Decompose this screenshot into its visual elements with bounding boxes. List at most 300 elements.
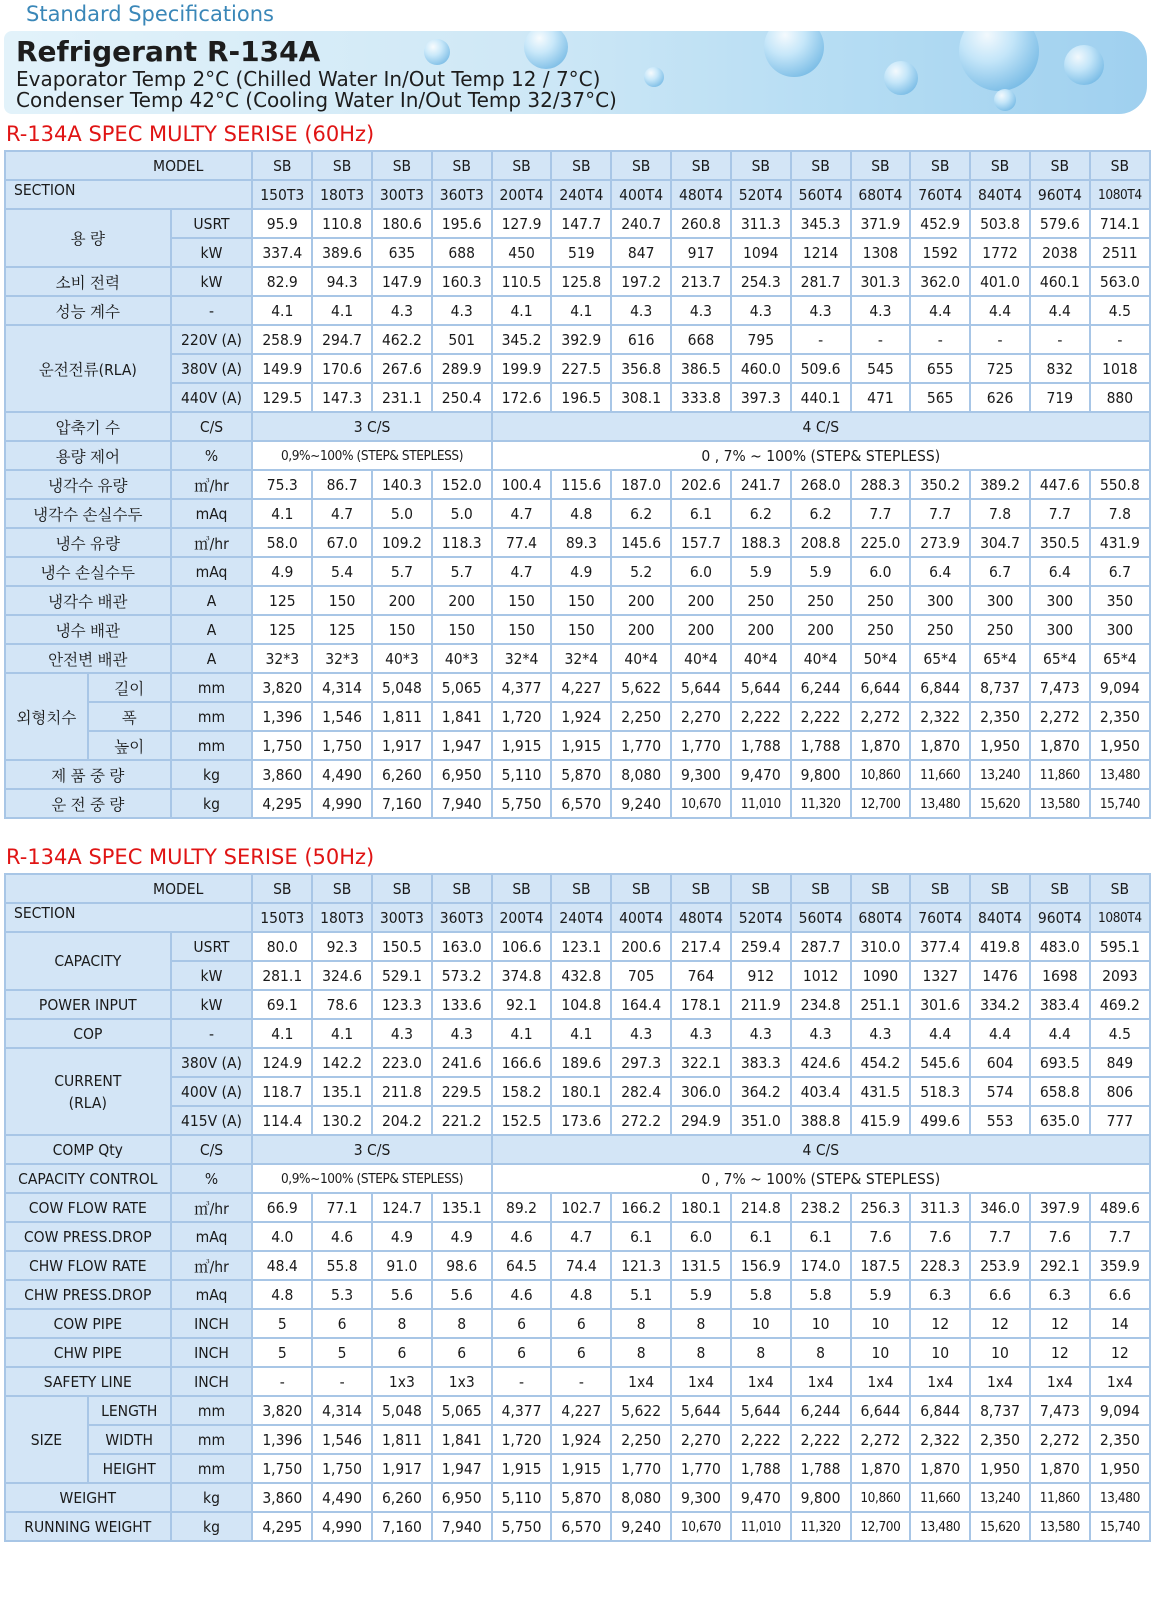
- unit-cell: A: [171, 644, 253, 673]
- model-cell: 1080T4: [1090, 180, 1150, 209]
- value-cell: 200: [611, 586, 671, 615]
- value-cell: 6: [312, 1309, 372, 1338]
- water-drop-icon: [644, 67, 664, 87]
- value-cell: 1,720: [492, 1425, 552, 1454]
- value-cell: 397.3: [731, 383, 791, 412]
- value-cell: 1,870: [851, 1454, 911, 1483]
- value-cell: 4.3: [671, 1019, 731, 1048]
- section-label: SECTION: [5, 903, 252, 932]
- size-sub-label: HEIGHT: [88, 1454, 171, 1483]
- water-drop-icon: [424, 39, 450, 65]
- value-cell: 13,580: [1030, 789, 1090, 818]
- value-cell: 231.1: [372, 383, 432, 412]
- value-cell: 5,622: [611, 1396, 671, 1425]
- value-cell: 92.1: [492, 990, 552, 1019]
- value-cell: 3,860: [252, 1483, 312, 1512]
- value-cell: 350.2: [910, 470, 970, 499]
- value-cell: 6: [551, 1338, 611, 1367]
- value-cell: 2,350: [970, 1425, 1030, 1454]
- value-cell: 658.8: [1030, 1077, 1090, 1106]
- value-cell: 374.8: [492, 961, 552, 990]
- value-cell: 483.0: [1030, 932, 1090, 961]
- unit-cell: mm: [171, 731, 253, 760]
- unit-cell: USRT: [171, 932, 253, 961]
- value-cell: 7,473: [1030, 1396, 1090, 1425]
- merged-value-cell: 3 C/S: [252, 1135, 491, 1164]
- value-cell: 635.0: [1030, 1106, 1090, 1135]
- comp-qty-label: 압축기 수: [5, 412, 171, 441]
- value-cell: 7.7: [970, 1222, 1030, 1251]
- comp-row: [5, 1135, 1150, 1164]
- model-cell: 560T4: [791, 180, 851, 209]
- value-cell: 5.6: [372, 1280, 432, 1309]
- value-cell: 431.5: [851, 1077, 911, 1106]
- value-cell: 6: [492, 1309, 552, 1338]
- value-cell: 5.0: [432, 499, 492, 528]
- unit-cell: 380V (A): [171, 354, 253, 383]
- value-cell: 4.1: [252, 296, 312, 325]
- value-cell: 1214: [791, 238, 851, 267]
- size-row: [5, 1425, 1150, 1454]
- value-cell: 166.2: [611, 1193, 671, 1222]
- unit-cell: mm: [171, 1425, 253, 1454]
- value-cell: 8: [372, 1309, 432, 1338]
- model-cell: 150T3: [252, 180, 312, 209]
- spec-row: [5, 1309, 1150, 1338]
- value-cell: 4.7: [312, 499, 372, 528]
- value-cell: 1x4: [731, 1367, 791, 1396]
- size-label: 외형치수: [5, 673, 88, 760]
- merged-value-cell: 0 , 7% ~ 100% (STEP& STEPLESS): [492, 441, 1150, 470]
- value-cell: 118.7: [252, 1077, 312, 1106]
- value-cell: 7,160: [372, 789, 432, 818]
- unit-cell: ㎥/hr: [171, 528, 253, 557]
- value-cell: 4.4: [970, 1019, 1030, 1048]
- value-cell: 1327: [910, 961, 970, 990]
- value-cell: 65*4: [1090, 644, 1150, 673]
- value-cell: 6.1: [671, 499, 731, 528]
- value-cell: 258.9: [252, 325, 312, 354]
- value-cell: 311.3: [910, 1193, 970, 1222]
- value-cell: 1090: [851, 961, 911, 990]
- value-cell: 15,620: [970, 1512, 1030, 1541]
- model-cell: 180T3: [312, 180, 372, 209]
- value-cell: 40*4: [731, 644, 791, 673]
- model-cell: 480T4: [671, 903, 731, 932]
- value-cell: 5,644: [731, 673, 791, 702]
- model-cell: 840T4: [970, 180, 1030, 209]
- value-cell: 1018: [1090, 354, 1150, 383]
- spec-row: [5, 470, 1150, 499]
- value-cell: 1698: [1030, 961, 1090, 990]
- value-cell: -: [492, 1367, 552, 1396]
- value-cell: 1,750: [252, 731, 312, 760]
- spec-table-60hz: [4, 150, 1151, 819]
- value-cell: 4.8: [551, 1280, 611, 1309]
- value-cell: 764: [671, 961, 731, 990]
- value-cell: 2,272: [1030, 1425, 1090, 1454]
- value-cell: 10,860: [851, 760, 911, 789]
- value-cell: 9,094: [1090, 1396, 1150, 1425]
- value-cell: 241.6: [432, 1048, 492, 1077]
- value-cell: 377.4: [910, 932, 970, 961]
- value-cell: 9,800: [791, 1483, 851, 1512]
- row-label: 냉각수 배관: [5, 586, 171, 615]
- value-cell: 2,272: [1030, 702, 1090, 731]
- value-cell: 324.6: [312, 961, 372, 990]
- value-cell: 152.0: [432, 470, 492, 499]
- model-cell: 560T4: [791, 903, 851, 932]
- water-drop-icon: [959, 31, 1039, 91]
- value-cell: 2511: [1090, 238, 1150, 267]
- value-cell: 5,644: [731, 1396, 791, 1425]
- model-cell: 520T4: [731, 903, 791, 932]
- value-cell: 4.3: [851, 296, 911, 325]
- value-cell: 300: [910, 586, 970, 615]
- value-cell: 565: [910, 383, 970, 412]
- series-cell: SB: [252, 874, 312, 903]
- value-cell: 4.3: [791, 1019, 851, 1048]
- value-cell: 10: [851, 1338, 911, 1367]
- value-cell: 4.7: [492, 499, 552, 528]
- series-cell: SB: [551, 151, 611, 180]
- value-cell: 806: [1090, 1077, 1150, 1106]
- value-cell: 553: [970, 1106, 1030, 1135]
- value-cell: 294.7: [312, 325, 372, 354]
- value-cell: 6.1: [611, 1222, 671, 1251]
- unit-cell: %: [171, 1164, 253, 1193]
- value-cell: 6.6: [970, 1280, 1030, 1309]
- value-cell: 5.8: [791, 1280, 851, 1309]
- unit-cell: INCH: [171, 1309, 253, 1338]
- value-cell: 310.0: [851, 932, 911, 961]
- value-cell: 300: [970, 586, 1030, 615]
- value-cell: 147.3: [312, 383, 372, 412]
- value-cell: 6.3: [1030, 1280, 1090, 1309]
- value-cell: 170.6: [312, 354, 372, 383]
- value-cell: 386.5: [671, 354, 731, 383]
- value-cell: 6,950: [432, 760, 492, 789]
- value-cell: 7.8: [970, 499, 1030, 528]
- value-cell: 163.0: [432, 932, 492, 961]
- row-label: 안전변 배관: [5, 644, 171, 673]
- model-cell: 300T3: [372, 180, 432, 209]
- weight-label: WEIGHT: [5, 1483, 171, 1512]
- value-cell: 350.5: [1030, 528, 1090, 557]
- row-label: CHW PIPE: [5, 1338, 171, 1367]
- value-cell: 337.4: [252, 238, 312, 267]
- capacity-row: [5, 961, 1150, 990]
- unit-cell: C/S: [171, 1135, 253, 1164]
- value-cell: 282.4: [611, 1077, 671, 1106]
- value-cell: 4.3: [372, 296, 432, 325]
- value-cell: 202.6: [671, 470, 731, 499]
- value-cell: 392.9: [551, 325, 611, 354]
- value-cell: 4.5: [1090, 1019, 1150, 1048]
- spec-row: [5, 499, 1150, 528]
- value-cell: 2093: [1090, 961, 1150, 990]
- value-cell: 74.4: [551, 1251, 611, 1280]
- value-cell: 1,811: [372, 1425, 432, 1454]
- value-cell: 1x4: [970, 1367, 1030, 1396]
- value-cell: 471: [851, 383, 911, 412]
- size-sub-label: 폭: [88, 702, 171, 731]
- value-cell: 142.2: [312, 1048, 372, 1077]
- series-cell: SB: [731, 874, 791, 903]
- value-cell: 8,737: [970, 1396, 1030, 1425]
- value-cell: -: [791, 325, 851, 354]
- value-cell: 1,788: [791, 731, 851, 760]
- value-cell: 2,322: [910, 702, 970, 731]
- value-cell: 1x4: [910, 1367, 970, 1396]
- value-cell: 10,860: [851, 1483, 911, 1512]
- value-cell: 6,260: [372, 760, 432, 789]
- value-cell: 4.4: [1030, 296, 1090, 325]
- value-cell: 187.5: [851, 1251, 911, 1280]
- value-cell: 10,670: [671, 789, 731, 818]
- value-cell: 5,750: [492, 789, 552, 818]
- value-cell: 2,322: [910, 1425, 970, 1454]
- value-cell: 1,750: [312, 731, 372, 760]
- value-cell: 4.1: [551, 1019, 611, 1048]
- value-cell: 11,320: [791, 1512, 851, 1541]
- value-cell: 6,644: [851, 1396, 911, 1425]
- value-cell: 849: [1090, 1048, 1150, 1077]
- value-cell: 189.6: [551, 1048, 611, 1077]
- series-cell: SB: [671, 151, 731, 180]
- value-cell: 157.7: [671, 528, 731, 557]
- value-cell: 1,841: [432, 702, 492, 731]
- value-cell: 5: [252, 1309, 312, 1338]
- value-cell: 8: [611, 1338, 671, 1367]
- value-cell: 109.2: [372, 528, 432, 557]
- value-cell: 635: [372, 238, 432, 267]
- value-cell: 180.6: [372, 209, 432, 238]
- value-cell: 11,860: [1030, 760, 1090, 789]
- value-cell: 573.2: [432, 961, 492, 990]
- unit-cell: kg: [171, 789, 253, 818]
- value-cell: 297.3: [611, 1048, 671, 1077]
- value-cell: 1,546: [312, 1425, 372, 1454]
- value-cell: 6.2: [611, 499, 671, 528]
- value-cell: 92.3: [312, 932, 372, 961]
- value-cell: 1,917: [372, 1454, 432, 1483]
- value-cell: 9,300: [671, 1483, 731, 1512]
- value-cell: 150.5: [372, 932, 432, 961]
- value-cell: -: [1030, 325, 1090, 354]
- value-cell: 2,222: [731, 702, 791, 731]
- value-cell: 5,110: [492, 1483, 552, 1512]
- current-row: [5, 383, 1150, 412]
- unit-cell: kW: [171, 990, 253, 1019]
- value-cell: 4.7: [492, 557, 552, 586]
- value-cell: 1,870: [1030, 1454, 1090, 1483]
- value-cell: 13,240: [970, 760, 1030, 789]
- value-cell: 4.3: [611, 296, 671, 325]
- refrigerant-banner: [4, 31, 1147, 114]
- value-cell: 4.9: [252, 557, 312, 586]
- value-cell: 389.2: [970, 470, 1030, 499]
- series-cell: SB: [432, 151, 492, 180]
- value-cell: 160.3: [432, 267, 492, 296]
- value-cell: 11,860: [1030, 1483, 1090, 1512]
- value-cell: 719: [1030, 383, 1090, 412]
- value-cell: 254.3: [731, 267, 791, 296]
- series-cell: SB: [432, 874, 492, 903]
- series-cell: SB: [910, 874, 970, 903]
- value-cell: 6.7: [970, 557, 1030, 586]
- value-cell: 362.0: [910, 267, 970, 296]
- value-cell: 4.3: [372, 1019, 432, 1048]
- value-cell: 1x4: [1030, 1367, 1090, 1396]
- value-cell: 301.3: [851, 267, 911, 296]
- model-cell: 400T4: [611, 180, 671, 209]
- value-cell: 211.8: [372, 1077, 432, 1106]
- unit-cell: mAq: [171, 499, 253, 528]
- value-cell: 2,250: [611, 1425, 671, 1454]
- value-cell: 6,950: [432, 1483, 492, 1512]
- value-cell: 1094: [731, 238, 791, 267]
- value-cell: 419.8: [970, 932, 1030, 961]
- value-cell: 1,915: [551, 731, 611, 760]
- value-cell: 65*4: [970, 644, 1030, 673]
- value-cell: 125: [312, 615, 372, 644]
- value-cell: 1,950: [1090, 731, 1150, 760]
- value-cell: 6.2: [731, 499, 791, 528]
- value-cell: 6.7: [1090, 557, 1150, 586]
- value-cell: 40*4: [671, 644, 731, 673]
- value-cell: 1,750: [252, 1454, 312, 1483]
- size-row: [5, 1396, 1150, 1425]
- value-cell: 13,480: [910, 789, 970, 818]
- size-label: SIZE: [5, 1396, 88, 1483]
- value-cell: 6.0: [671, 1222, 731, 1251]
- value-cell: 5,048: [372, 1396, 432, 1425]
- value-cell: 397.9: [1030, 1193, 1090, 1222]
- value-cell: 200: [671, 615, 731, 644]
- value-cell: 129.5: [252, 383, 312, 412]
- weight-row: [5, 760, 1150, 789]
- value-cell: 147.7: [551, 209, 611, 238]
- value-cell: 241.7: [731, 470, 791, 499]
- value-cell: 281.7: [791, 267, 851, 296]
- model-cell: 680T4: [851, 903, 911, 932]
- unit-cell: 380V (A): [171, 1048, 253, 1077]
- value-cell: 250: [791, 586, 851, 615]
- value-cell: 8: [731, 1338, 791, 1367]
- value-cell: 440.1: [791, 383, 851, 412]
- value-cell: 1,788: [731, 731, 791, 760]
- value-cell: 4,490: [312, 1483, 372, 1512]
- value-cell: 705: [611, 961, 671, 990]
- value-cell: 11,010: [731, 1512, 791, 1541]
- value-cell: 125.8: [551, 267, 611, 296]
- series-cell: SB: [312, 151, 372, 180]
- value-cell: 4,295: [252, 789, 312, 818]
- value-cell: 5.9: [851, 1280, 911, 1309]
- value-cell: -: [851, 325, 911, 354]
- value-cell: 287.7: [791, 932, 851, 961]
- unit-cell: INCH: [171, 1367, 253, 1396]
- value-cell: 383.4: [1030, 990, 1090, 1019]
- value-cell: 1x4: [1090, 1367, 1150, 1396]
- unit-cell: ㎥/hr: [171, 1251, 253, 1280]
- value-cell: 1,915: [551, 1454, 611, 1483]
- value-cell: 125: [252, 615, 312, 644]
- value-cell: 1,950: [970, 731, 1030, 760]
- unit-cell: kg: [171, 760, 253, 789]
- capacity-label: 용 량: [5, 209, 171, 267]
- series-cell: SB: [791, 874, 851, 903]
- value-cell: 1,750: [312, 1454, 372, 1483]
- unit-cell: 415V (A): [171, 1106, 253, 1135]
- capacity-label: CAPACITY: [5, 932, 171, 990]
- value-cell: 1308: [851, 238, 911, 267]
- value-cell: 563.0: [1090, 267, 1150, 296]
- value-cell: 10: [910, 1338, 970, 1367]
- series-cell: SB: [551, 874, 611, 903]
- value-cell: 6,570: [551, 789, 611, 818]
- size-row: [5, 1454, 1150, 1483]
- value-cell: 106.6: [492, 932, 552, 961]
- value-cell: 5,065: [432, 1396, 492, 1425]
- value-cell: 5,750: [492, 1512, 552, 1541]
- spec-row: [5, 586, 1150, 615]
- value-cell: 213.7: [671, 267, 731, 296]
- value-cell: 389.6: [312, 238, 372, 267]
- spec-row: [5, 1338, 1150, 1367]
- value-cell: 268.0: [791, 470, 851, 499]
- value-cell: 78.6: [312, 990, 372, 1019]
- value-cell: 250.4: [432, 383, 492, 412]
- value-cell: 1012: [791, 961, 851, 990]
- value-cell: 8: [791, 1338, 851, 1367]
- header-row: [5, 903, 1150, 932]
- value-cell: 401.0: [970, 267, 1030, 296]
- series-cell: SB: [372, 874, 432, 903]
- value-cell: 1,396: [252, 702, 312, 731]
- value-cell: 77.1: [312, 1193, 372, 1222]
- unit-cell: mm: [171, 1454, 253, 1483]
- value-cell: 1,917: [372, 731, 432, 760]
- value-cell: 371.9: [851, 209, 911, 238]
- value-cell: 10: [791, 1309, 851, 1338]
- spec-60hz-title: R-134A SPEC MULTY SERISE (60Hz): [6, 122, 375, 146]
- value-cell: 225.0: [851, 528, 911, 557]
- model-cell: 840T4: [970, 903, 1030, 932]
- value-cell: 135.1: [432, 1193, 492, 1222]
- value-cell: 5: [252, 1338, 312, 1367]
- value-cell: 545: [851, 354, 911, 383]
- value-cell: 11,660: [910, 760, 970, 789]
- unit-cell: ㎥/hr: [171, 470, 253, 499]
- value-cell: 253.9: [970, 1251, 1030, 1280]
- value-cell: 499.6: [910, 1106, 970, 1135]
- value-cell: 7,160: [372, 1512, 432, 1541]
- value-cell: 1,770: [671, 731, 731, 760]
- current-row: [5, 1077, 1150, 1106]
- value-cell: 1x4: [851, 1367, 911, 1396]
- value-cell: 503.8: [970, 209, 1030, 238]
- value-cell: 6.0: [851, 557, 911, 586]
- value-cell: 15,740: [1090, 789, 1150, 818]
- value-cell: 1,947: [432, 1454, 492, 1483]
- value-cell: 518.3: [910, 1077, 970, 1106]
- value-cell: 4.3: [432, 296, 492, 325]
- unit-cell: C/S: [171, 412, 253, 441]
- value-cell: 688: [432, 238, 492, 267]
- value-cell: 1476: [970, 961, 1030, 990]
